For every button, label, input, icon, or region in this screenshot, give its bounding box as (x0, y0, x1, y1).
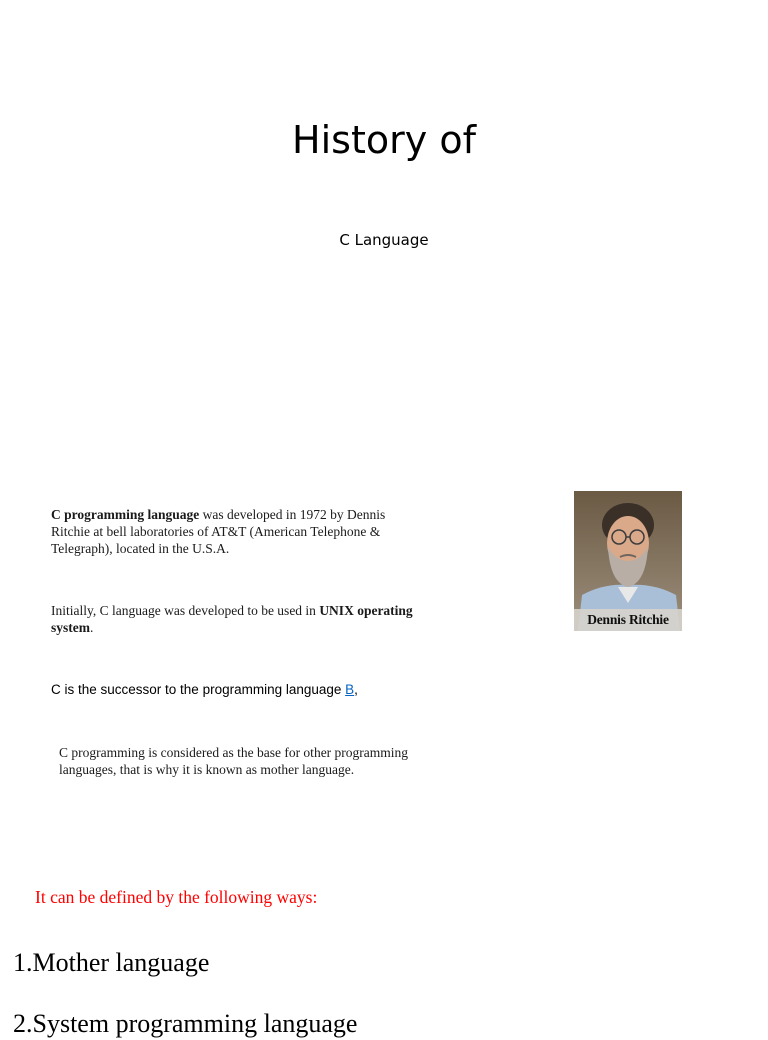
page-subtitle: C Language (339, 231, 429, 249)
page-title: History of (292, 118, 476, 162)
dennis-ritchie-photo (574, 491, 682, 631)
list-item: 1.Mother language (13, 948, 210, 977)
b-language-link[interactable]: B (345, 682, 355, 697)
successor-paragraph (51, 681, 471, 699)
paragraph-text: C is the successor to the programming language (51, 682, 346, 697)
paragraph-bold-lead: C programming language (51, 507, 200, 522)
definition-intro: It can be defined by the following ways: (35, 887, 318, 907)
portrait-image (574, 491, 682, 631)
photo-caption: Dennis Ritchie (587, 612, 669, 627)
paragraph-end: . (90, 620, 94, 635)
history-paragraph (51, 506, 421, 557)
paragraph-end: , (354, 682, 358, 697)
paragraph-bold-tail: UNIX operating system (51, 603, 413, 635)
list-item: 2.System programming language (13, 1009, 358, 1038)
paragraph-text: Initially, C language was developed to be used in (51, 603, 320, 618)
mother-language-paragraph: C programming is considered as the base for other programming languages, that is why it is known as mother language. (59, 745, 409, 777)
paragraph-text: was developed in 1972 by Dennis Ritchie at bell laboratories of AT&T (American Telephone & Telegraph), located in the U.S.A. (51, 507, 386, 556)
unix-paragraph (51, 602, 421, 636)
